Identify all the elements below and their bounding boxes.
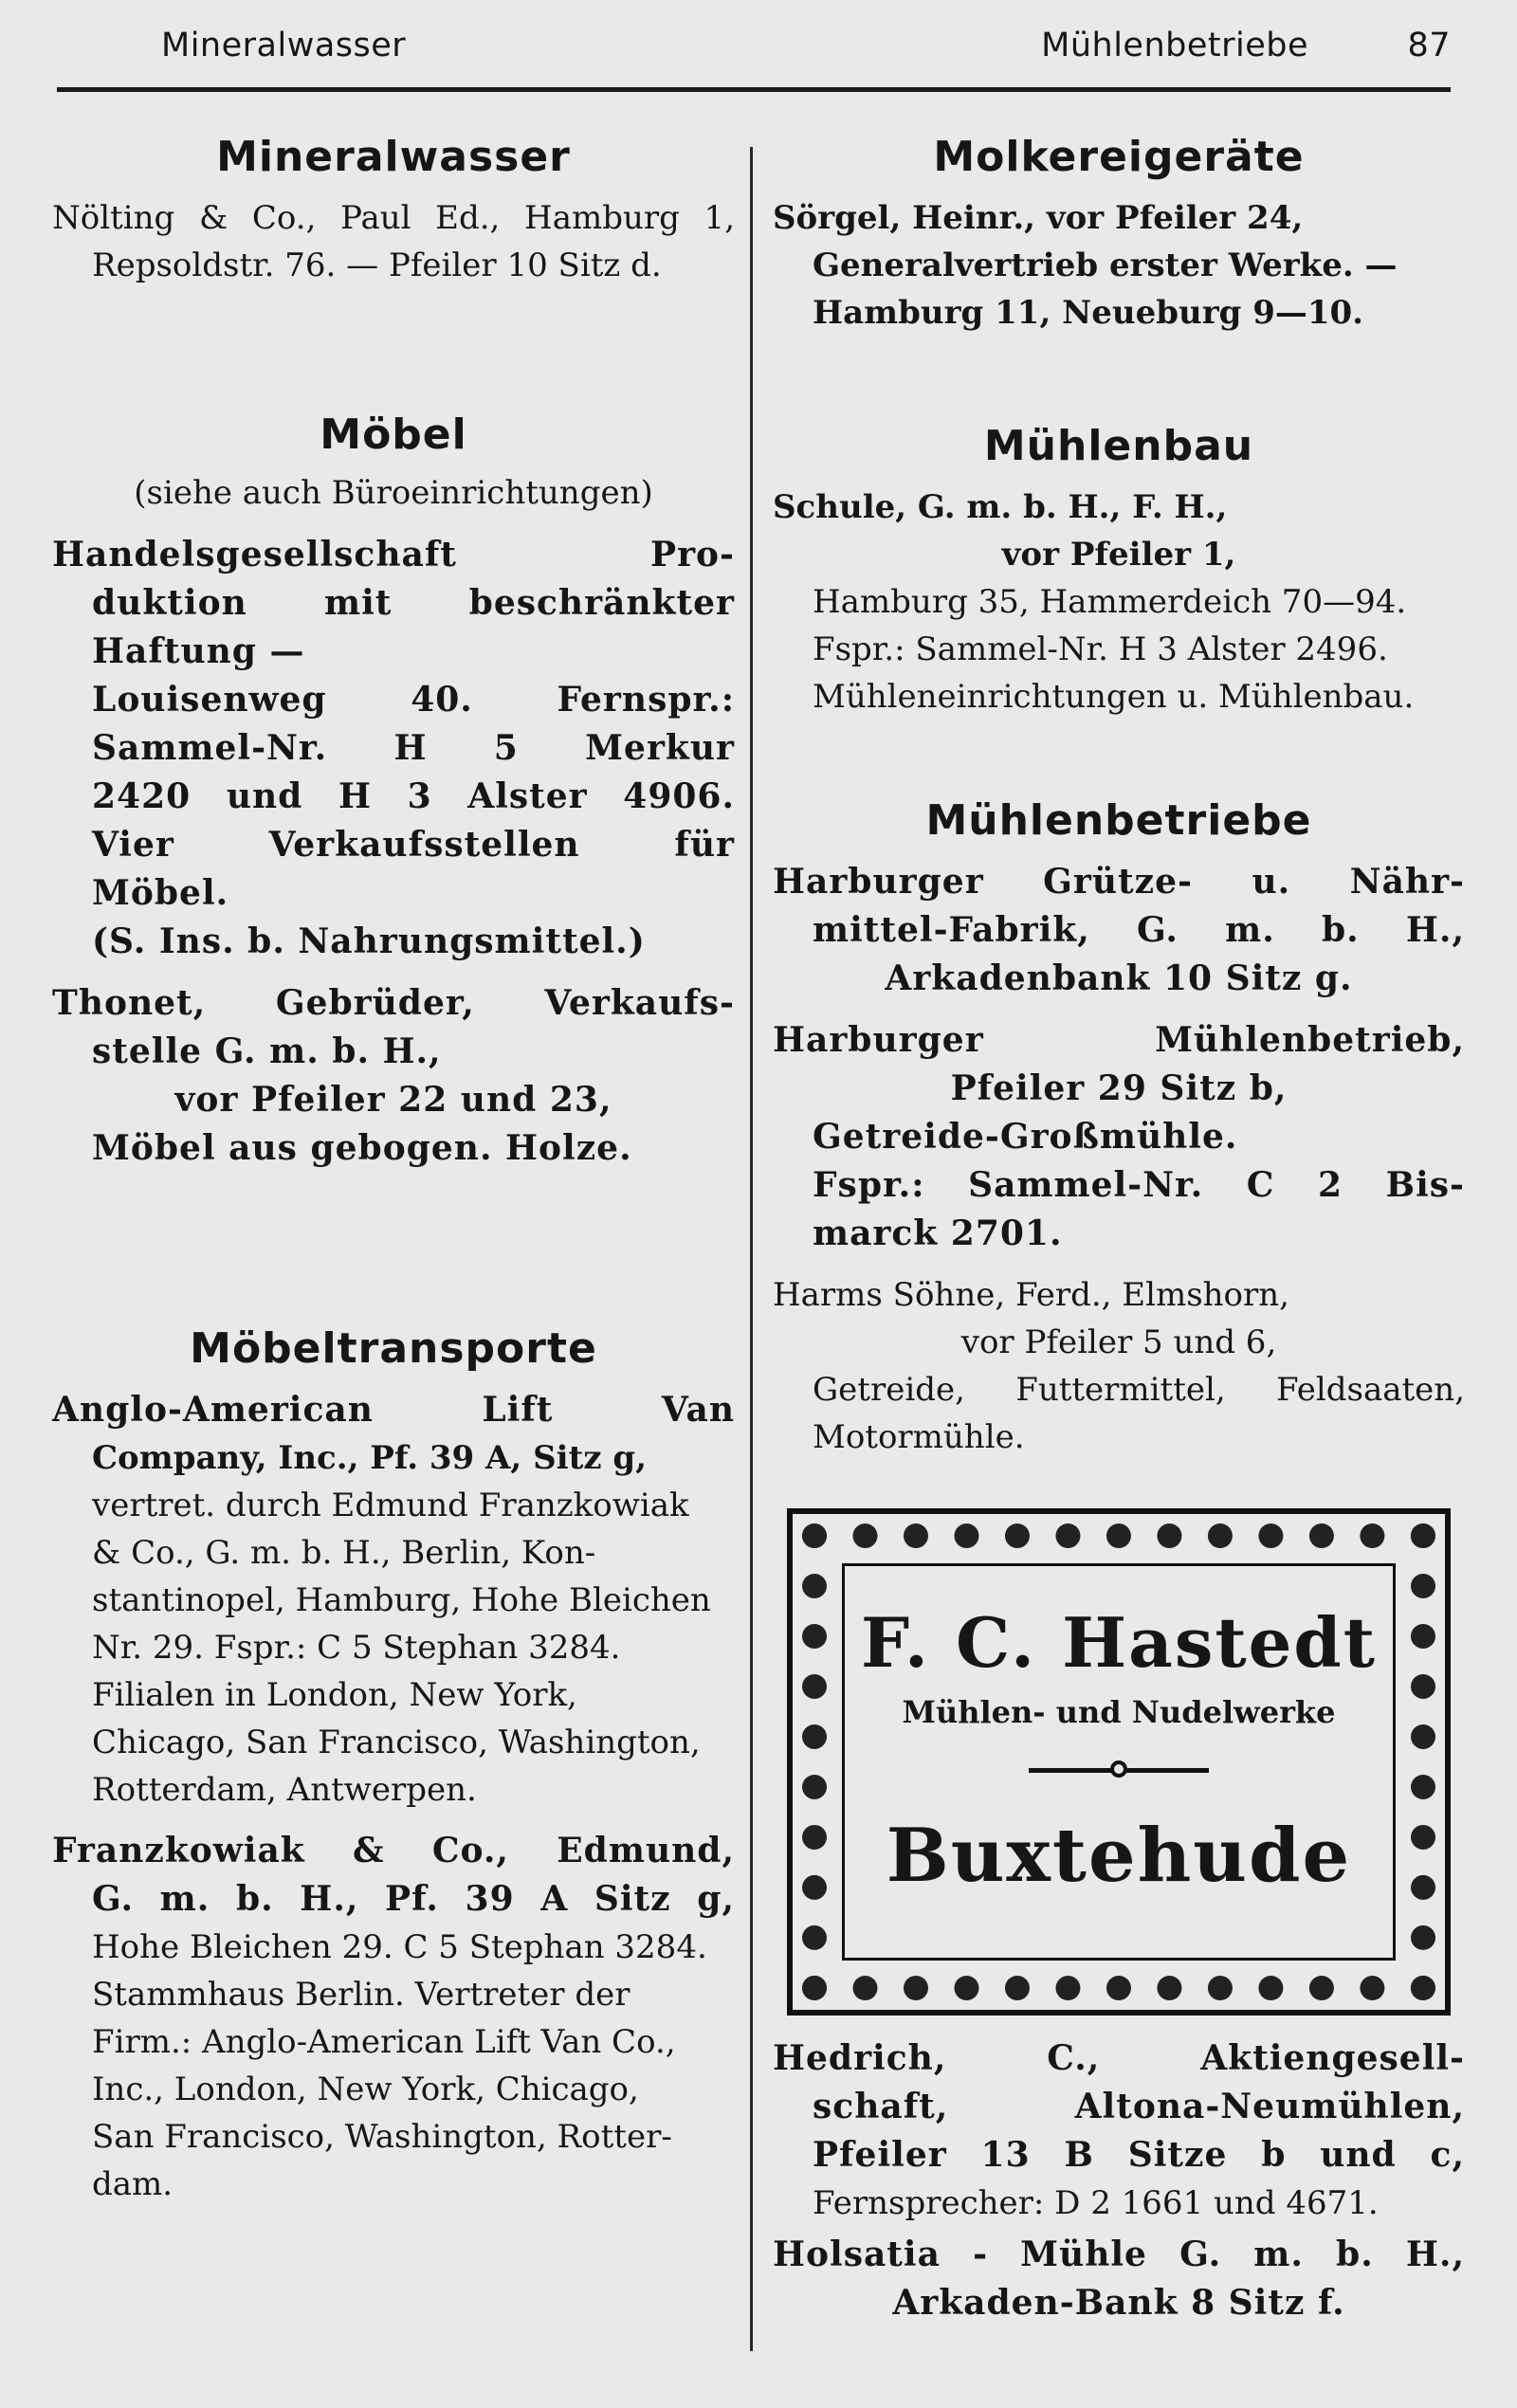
entry-holsatia (773, 2231, 1465, 2327)
entry-schule (773, 483, 1465, 721)
entry-line: Vier Verkaufsstellen für (92, 825, 735, 865)
entry-line: schaft, Altona-Neumühlen, (813, 2087, 1465, 2126)
entry-line: Louisenweg 40. Fernspr.: (92, 680, 735, 720)
entry-harms (773, 1271, 1465, 1461)
entry-line: Nr. 29. Fspr.: C 5 Stephan 3284. (92, 1629, 621, 1667)
entry-line: Hamburg 35, Hammerdeich 70—94. (813, 583, 1407, 621)
ad-city: Buxtehude (886, 1813, 1352, 1899)
ad-firm-name: F. C. Hastedt (860, 1602, 1378, 1683)
entry-line: Pfeiler 13 B Sitze b und c, (813, 2135, 1465, 2175)
heading-muehlenbau: Mühlenbau (983, 422, 1254, 470)
entry-line: dam. (92, 2165, 174, 2203)
entry-line: vertret. durch Edmund Franzkowiak (92, 1487, 689, 1524)
entry-anglo-american (52, 1386, 735, 1814)
heading-molkereigeraete: Molkereigeräte (933, 133, 1305, 181)
running-header-right: Mühlenbetriebe (1041, 27, 1308, 64)
entry-line: San Francisco, Washington, Rotter- (92, 2118, 672, 2156)
entry-harburger-muehlenbetrieb (773, 1016, 1465, 1258)
heading-moebeltransporte: Möbeltransporte (190, 1324, 597, 1373)
entry-line: Franzkowiak & Co., Edmund, (52, 1831, 735, 1870)
entry-line: Pfeiler 29 Sitz b, (950, 1068, 1288, 1108)
entry-line: Handelsgesellschaft Pro- (52, 535, 735, 575)
entry-line: Company, Inc., Pf. 39 A, Sitz g, (92, 1439, 648, 1477)
entry-franzkowiak (52, 1827, 735, 2208)
entry-line: & Co., G. m. b. H., Berlin, Kon- (92, 1534, 596, 1572)
entry-line: Fernsprecher: D 2 1661 und 4671. (813, 2184, 1379, 2222)
entry-line: Haftung — (92, 631, 305, 671)
entry-line: Möbel aus gebogen. Holze. (92, 1128, 632, 1168)
entry-line: Fspr.: Sammel-Nr. C 2 Bis- (813, 1165, 1465, 1205)
entry-line: Rotterdam, Antwerpen. (92, 1771, 477, 1809)
entry-line: Firm.: Anglo-American Lift Van Co., (92, 2023, 676, 2061)
entry-line: Stammhaus Berlin. Vertreter der (92, 1976, 631, 2014)
right-column (773, 133, 1465, 2327)
entry-thonet (52, 979, 735, 1173)
entry-line: Harms Söhne, Ferd., Elmshorn, (773, 1276, 1289, 1314)
entry-line: Harburger Grütze- u. Nähr- (773, 862, 1465, 902)
entry-line: Generalvertrieb erster Werke. — (813, 246, 1398, 284)
cross-reference-note: (siehe auch Büroeinrichtungen) (134, 474, 653, 512)
entry-line: Hohe Bleichen 29. C 5 Stephan 3284. (92, 1928, 707, 1966)
entry-line: vor Pfeiler 22 und 23, (174, 1080, 612, 1120)
entry-line: Chicago, San Francisco, Washington, (92, 1724, 701, 1761)
entry-line: Thonet, Gebrüder, Verkaufs- (52, 983, 735, 1023)
entry-line: stantinopel, Hamburg, Hohe Bleichen (92, 1581, 711, 1619)
entry-line: G. m. b. H., Pf. 39 A Sitz g, (92, 1879, 735, 1919)
ad-subtitle: Mühlen- und Nudelwerke (902, 1694, 1336, 1730)
entry-harburger-gruetze (773, 858, 1465, 1003)
heading-moebel: Möbel (320, 410, 467, 459)
entry-line: Getreide-Großmühle. (813, 1117, 1238, 1157)
entry-line: marck 2701. (813, 1213, 1063, 1253)
entry-line: Harburger Mühlenbetrieb, (773, 1020, 1465, 1060)
entry-hedrich (773, 2034, 1465, 2227)
entry-line: Anglo-American Lift Van (52, 1390, 735, 1430)
entry-line: Sammel-Nr. H 5 Merkur (92, 728, 735, 768)
entry-line: stelle G. m. b. H., (92, 1031, 442, 1071)
entry-line: Getreide, Futtermittel, Feldsaaten, (813, 1371, 1465, 1409)
entry-line: Holsatia - Mühle G. m. b. H., (773, 2235, 1465, 2274)
ad-ornament-rule (1029, 1768, 1209, 1773)
entry-line: Hedrich, C., Aktiengesell- (773, 2038, 1465, 2078)
entry-noelting (52, 194, 735, 289)
running-header-left: Mineralwasser (161, 27, 407, 64)
entry-line: vor Pfeiler 1, (1001, 536, 1236, 574)
ad-panel (842, 1563, 1396, 1961)
entry-line: Nölting & Co., Paul Ed., Hamburg 1, (52, 199, 735, 237)
entry-line: mittel-Fabrik, G. m. b. H., (813, 910, 1465, 950)
entry-line: 2420 und H 3 Alster 4906. (92, 776, 735, 816)
entry-line: Fspr.: Sammel-Nr. H 3 Alster 2496. (813, 630, 1388, 668)
hastedt-advertisement (787, 1508, 1451, 2016)
entry-line: Schule, G. m. b. H., F. H., (773, 488, 1228, 526)
entry-line: vor Pfeiler 5 und 6, (960, 1323, 1277, 1361)
heading-mineralwasser: Mineralwasser (216, 133, 571, 181)
entry-line: (S. Ins. b. Nahrungsmittel.) (92, 921, 646, 961)
entry-soergel (773, 194, 1465, 337)
entry-line: Motormühle. (813, 1418, 1025, 1456)
entry-handelsgesellschaft (52, 531, 735, 966)
left-column (52, 133, 735, 2208)
entry-line: Hamburg 11, Neueburg 9—10. (813, 294, 1364, 332)
entry-line: Arkaden-Bank 8 Sitz f. (892, 2283, 1345, 2323)
entry-line: Repsoldstr. 76. — Pfeiler 10 Sitz d. (92, 246, 662, 284)
entry-line: Sörgel, Heinr., vor Pfeiler 24, (773, 199, 1304, 237)
entry-line: Filialen in London, New York, (92, 1676, 577, 1714)
entry-line: Möbel. (92, 873, 229, 913)
column-divider (750, 147, 753, 2351)
running-header (57, 27, 1451, 92)
heading-muehlenbetriebe: Mühlenbetriebe (925, 796, 1312, 845)
entry-line: Inc., London, New York, Chicago, (92, 2071, 639, 2108)
entry-line: Arkadenbank 10 Sitz g. (885, 958, 1353, 998)
entry-line: Mühleneinrichtungen u. Mühlenbau. (813, 678, 1415, 716)
entry-line: duktion mit beschränkter (92, 583, 735, 623)
page-number: 87 (1407, 27, 1451, 64)
